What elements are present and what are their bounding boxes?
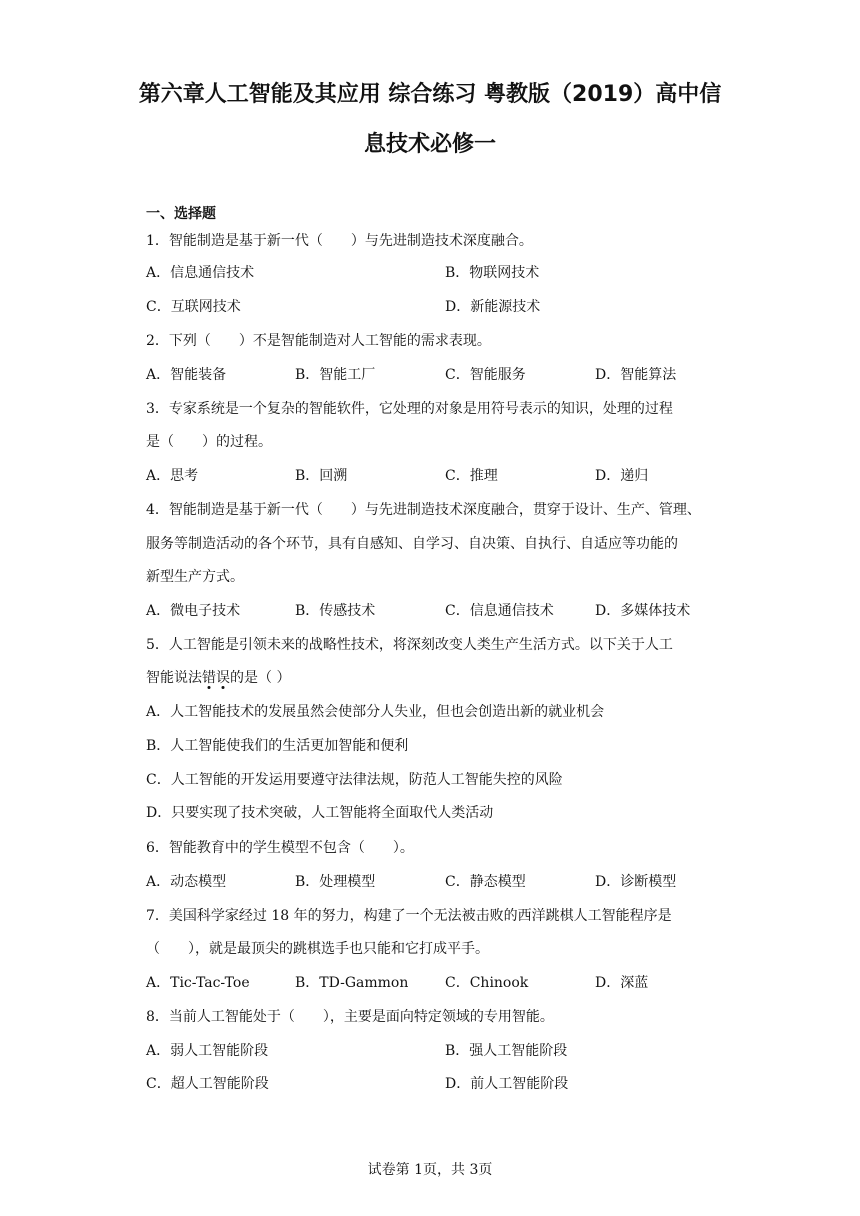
question-1-option-a: A．信息通信技术 bbox=[146, 265, 255, 281]
question-4-option-c: C．信息通信技术 bbox=[445, 603, 554, 619]
question-7-stem-line-2: （ ），就是最顶尖的跳棋选手也只能和它打成平手。 bbox=[146, 941, 489, 957]
question-1-option-d: D．新能源技术 bbox=[445, 299, 541, 315]
question-6-stem: 6．智能教育中的学生模型不包含（ ）。 bbox=[146, 840, 414, 856]
question-3-option-b: B．回溯 bbox=[295, 468, 348, 484]
question-3-option-c: C．推理 bbox=[445, 468, 498, 484]
question-6-option-a: A．动态模型 bbox=[146, 874, 227, 890]
question-3-stem-line-1: 3．专家系统是一个复杂的智能软件，它处理的对象是用符号表示的知识，处理的过程 bbox=[146, 401, 673, 417]
page-footer: 试卷第 1页，共 3页 bbox=[367, 1162, 493, 1178]
emphasis-char: 误 bbox=[216, 670, 230, 686]
question-2-option-a: A．智能装备 bbox=[146, 367, 227, 383]
question-5-stem-text: 的是（ ） bbox=[230, 670, 291, 686]
question-6-option-c: C．静态模型 bbox=[445, 874, 526, 890]
question-3-stem-line-2: 是（ ）的过程。 bbox=[146, 434, 272, 450]
question-8-option-b: B．强人工智能阶段 bbox=[445, 1043, 568, 1059]
question-2-option-c: C．智能服务 bbox=[445, 367, 526, 383]
question-7-option-b: B．TD-Gammon bbox=[295, 975, 409, 991]
question-7-option-a: A．Tic-Tac-Toe bbox=[146, 975, 250, 991]
question-8-option-c: C．超人工智能阶段 bbox=[146, 1076, 269, 1092]
question-5-option-c: C．人工智能的开发运用要遵守法律法规，防范人工智能失控的风险 bbox=[146, 772, 563, 788]
question-5-stem-line-2 bbox=[146, 668, 290, 688]
question-3-option-a: A．思考 bbox=[146, 468, 199, 484]
emphasis-char: 错 bbox=[202, 670, 216, 686]
question-3-option-d: D．递归 bbox=[595, 468, 649, 484]
question-5-option-d: D．只要实现了技术突破，人工智能将全面取代人类活动 bbox=[146, 805, 494, 821]
question-7-stem-line-1: 7．美国科学家经过 18 年的努力，构建了一个无法被击败的西洋跳棋人工智能程序是 bbox=[146, 908, 672, 924]
question-2-option-b: B．智能工厂 bbox=[295, 367, 376, 383]
question-6-option-d: D．诊断模型 bbox=[595, 874, 677, 890]
question-1-option-b: B．物联网技术 bbox=[445, 265, 540, 281]
question-4-option-d: D．多媒体技术 bbox=[595, 603, 691, 619]
question-7-option-c: C．Chinook bbox=[445, 975, 529, 991]
question-6-option-b: B．处理模型 bbox=[295, 874, 376, 890]
question-7-option-d: D．深蓝 bbox=[595, 975, 649, 991]
question-8-option-a: A．弱人工智能阶段 bbox=[146, 1043, 269, 1059]
title-line-1: 第六章人工智能及其应用 综合练习 粤教版（2019）高中信 bbox=[138, 82, 722, 107]
title-line-2: 息技术必修一 bbox=[363, 132, 496, 157]
question-5-stem-text: 智能说法 bbox=[146, 670, 202, 686]
question-5-option-a: A．人工智能技术的发展虽然会使部分人失业，但也会创造出新的就业机会 bbox=[146, 704, 605, 720]
question-4-stem-line-2: 服务等制造活动的各个环节，具有自感知、自学习、自决策、自执行、自适应等功能的 bbox=[146, 536, 678, 552]
question-2-stem: 2．下列（ ）不是智能制造对人工智能的需求表现。 bbox=[146, 333, 491, 349]
question-8-stem: 8．当前人工智能处于（ ），主要是面向特定领域的专用智能。 bbox=[146, 1009, 554, 1025]
question-8-option-d: D．前人工智能阶段 bbox=[445, 1076, 569, 1092]
question-4-option-b: B．传感技术 bbox=[295, 603, 376, 619]
question-5-option-b: B．人工智能使我们的生活更加智能和便利 bbox=[146, 738, 409, 754]
section-heading: 一、选择题 bbox=[146, 206, 216, 222]
question-4-option-a: A．微电子技术 bbox=[146, 603, 241, 619]
page-title bbox=[60, 70, 800, 170]
question-4-stem-line-3: 新型生产方式。 bbox=[146, 569, 244, 585]
question-1-stem: 1．智能制造是基于新一代（ ）与先进制造技术深度融合。 bbox=[146, 233, 533, 249]
question-1-option-c: C．互联网技术 bbox=[146, 299, 241, 315]
question-5-stem-line-1: 5．人工智能是引领未来的战略性技术，将深刻改变人类生产生活方式。以下关于人工 bbox=[146, 637, 673, 653]
question-4-stem-line-1: 4．智能制造是基于新一代（ ）与先进制造技术深度融合，贯穿于设计、生产、管理、 bbox=[146, 502, 701, 518]
question-2-option-d: D．智能算法 bbox=[595, 367, 677, 383]
